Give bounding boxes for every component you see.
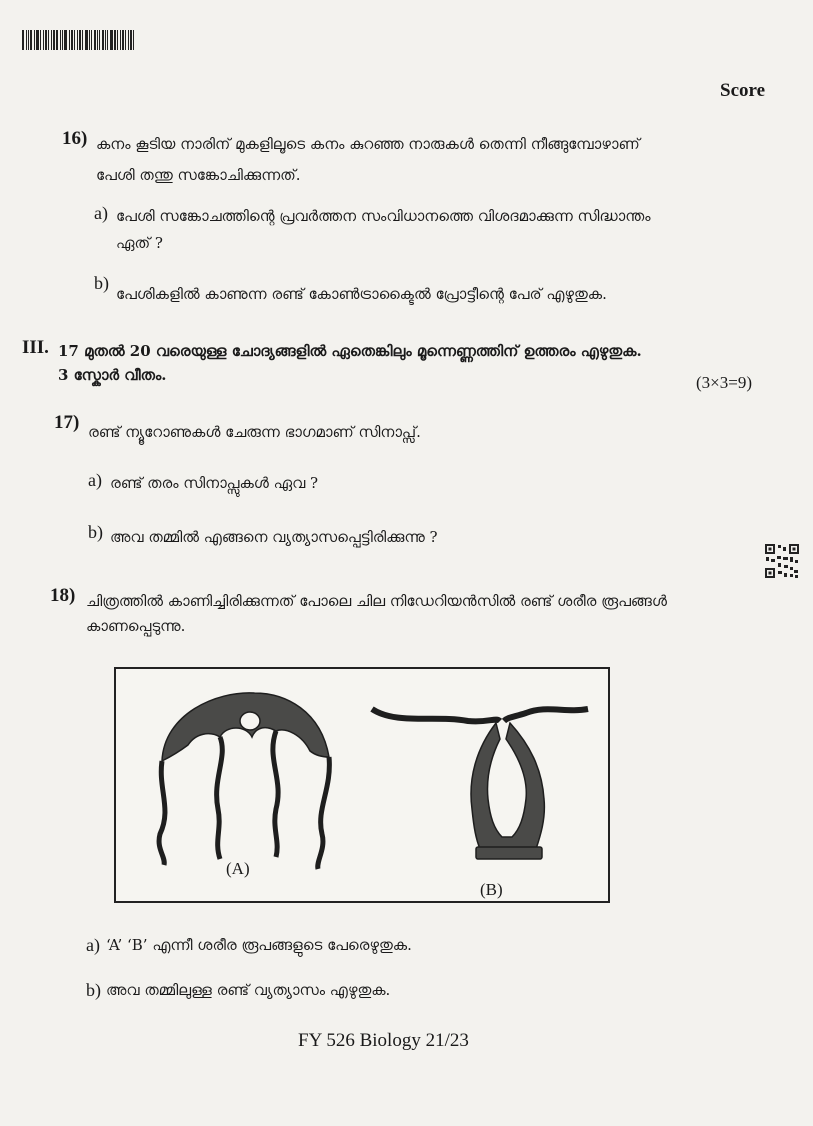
question-16-number: 16) (62, 128, 88, 149)
question-16-stem-line1: കനം കൂടിയ നാരിന് മുകളിലൂടെ കനം കുറഞ്ഞ നാരുകൾ തെന്നി നീങ്ങുമ്പോഴാണ് (96, 135, 640, 153)
figure-label-b: (B) (480, 880, 503, 899)
question-17-number: 17) (54, 412, 80, 433)
question-18b-text: അവ തമ്മിലുള്ള രണ്ട് വ്യത്യാസം എഴുതുക. (106, 981, 391, 999)
question-17a-label: a) (88, 470, 102, 490)
question-17-stem: രണ്ട് ന്യൂറോണുകൾ ചേരുന്ന ഭാഗമാണ് സിനാപ്സ്. (88, 423, 421, 441)
section-number: III. (22, 337, 49, 358)
question-18-stem-line2: കാണപ്പെടുന്നു. (86, 617, 186, 635)
qr-code (764, 543, 800, 579)
question-18a-label: a) (86, 935, 100, 955)
medusa-illustration (159, 693, 329, 869)
question-18-stem-line1: ചിത്രത്തിൽ കാണിച്ചിരിക്കുന്നത് പോലെ ചില നിഡേറിയൻസിൽ രണ്ട് ശരീര രൂപങ്ങൾ (86, 592, 667, 610)
section-marks: (3×3=9) (696, 373, 752, 392)
question-16-stem-line2: പേശി തന്തു സങ്കോചിക്കുന്നത്. (96, 166, 301, 184)
question-17b-label: b) (88, 522, 103, 542)
paper-code-footer: FY 526 Biology 21/23 (298, 1030, 469, 1051)
question-17b-text: അവ തമ്മിൽ എങ്ങനെ വ്യത്യാസപ്പെട്ടിരിക്കുന്നു ? (110, 528, 438, 546)
barcode (22, 30, 146, 50)
question-18a-text: ‘A’ ‘B’ എന്നീ ശരീര രൂപങ്ങളുടെ പേരെഴുതുക. (106, 936, 412, 954)
section-instruction-line1: 17 മുതൽ 20 വരെയുള്ള ചോദ്യങ്ങളിൽ ഏതെങ്കിലും മൂന്നെണ്ണത്തിന് ഉത്തരം എഴുതുക. (58, 342, 642, 360)
question-16a-line1: പേശി സങ്കോചത്തിന്റെ പ്രവർത്തന സംവിധാനത്തെ വിശദമാക്കുന്ന സിദ്ധാന്തം (116, 207, 651, 225)
question-16b-text: പേശികളിൽ കാണുന്ന രണ്ട് കോൺട്രാക്ടൈൽ പ്രോട്ടീന്റെ പേര് എഴുതുക. (116, 285, 607, 303)
question-17a-text: രണ്ട് തരം സിനാപ്സുകൾ ഏവ ? (110, 474, 319, 492)
figure-label-a: (A) (226, 859, 250, 878)
question-16b-label: b) (94, 273, 109, 293)
polyp-illustration (372, 709, 588, 859)
question-16a-line2: ഏത് ? (116, 234, 163, 252)
cnidarian-body-forms-figure (114, 667, 610, 903)
question-18b-label: b) (86, 980, 101, 1000)
score-label: Score (720, 80, 766, 101)
section-instruction-line2: 3 സ്കോർ വീതം. (58, 366, 167, 384)
question-16a-label: a) (94, 203, 108, 223)
question-18-number: 18) (50, 585, 76, 606)
